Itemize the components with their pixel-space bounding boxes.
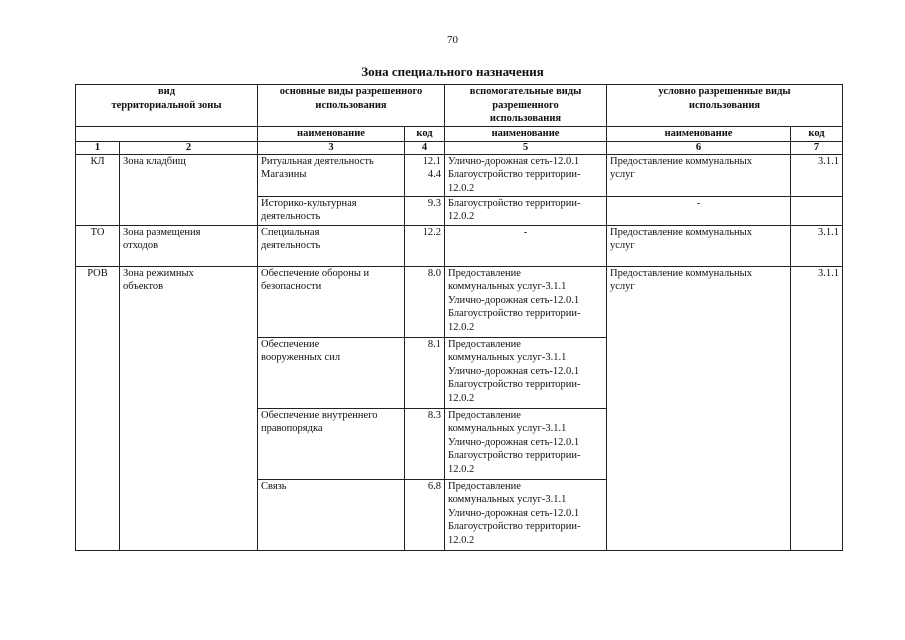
conditional-code: 3.1.1 bbox=[791, 154, 843, 196]
column-number: 3 bbox=[258, 141, 405, 154]
subheader-code: код bbox=[791, 126, 843, 141]
zone-name: Зона размещения отходов bbox=[120, 225, 258, 266]
column-number: 7 bbox=[791, 141, 843, 154]
page-title: Зона специального назначения bbox=[361, 64, 544, 79]
column-number-row bbox=[76, 141, 843, 154]
conditional-code bbox=[791, 196, 843, 225]
aux-uses: Предоставление коммунальных услуг-3.1.1 Улично-дорожная сеть-12.0.1 Благоустройство территории- 12.0.2 bbox=[445, 266, 607, 337]
conditional-use: - bbox=[607, 196, 791, 225]
conditional-use: Предоставление коммунальных услуг bbox=[607, 154, 791, 196]
subheader-name: наименование bbox=[258, 126, 405, 141]
header-conditional-uses: условно разрешенные виды использования bbox=[607, 85, 843, 127]
header-zone-type: вид территориальной зоны bbox=[76, 85, 258, 127]
zone-name: Зона режимных объектов bbox=[120, 266, 258, 550]
conditional-code: 3.1.1 bbox=[791, 225, 843, 266]
header-row bbox=[76, 85, 843, 127]
use-name: Связь bbox=[258, 479, 405, 550]
subheader-code: код bbox=[405, 126, 445, 141]
table-row bbox=[76, 266, 843, 337]
column-number: 2 bbox=[120, 141, 258, 154]
conditional-use: Предоставление коммунальных услуг bbox=[607, 225, 791, 266]
use-code: 9.3 bbox=[405, 196, 445, 225]
subheader-name: наименование bbox=[445, 126, 607, 141]
use-code: 12.2 bbox=[405, 225, 445, 266]
zone-code: КЛ bbox=[76, 154, 120, 225]
header-main-uses: основные виды разрешенного использования bbox=[258, 85, 445, 127]
table-row bbox=[76, 225, 843, 266]
aux-uses: Предоставление коммунальных услуг-3.1.1 Улично-дорожная сеть-12.0.1 Благоустройство территории- 12.0.2 bbox=[445, 337, 607, 408]
use-name: Обеспечение обороны и безопасности bbox=[258, 266, 405, 337]
zone-code: РОВ bbox=[76, 266, 120, 550]
use-code: 8.3 bbox=[405, 408, 445, 479]
aux-uses: Предоставление коммунальных услуг-3.1.1 Улично-дорожная сеть-12.0.1 Благоустройство территории- 12.0.2 bbox=[445, 408, 607, 479]
aux-uses: Предоставление коммунальных услуг-3.1.1 Улично-дорожная сеть-12.0.1 Благоустройство территории- 12.0.2 bbox=[445, 479, 607, 550]
use-code: 12.1 4.4 bbox=[405, 154, 445, 196]
use-code: 6.8 bbox=[405, 479, 445, 550]
column-number: 1 bbox=[76, 141, 120, 154]
conditional-use: Предоставление коммунальных услуг bbox=[607, 266, 791, 550]
zones-table bbox=[75, 84, 843, 551]
use-code: 8.1 bbox=[405, 337, 445, 408]
use-name: Специальная деятельность bbox=[258, 225, 405, 266]
zone-code: ТО bbox=[76, 225, 120, 266]
subheader-name: наименование bbox=[607, 126, 791, 141]
page-number: 70 bbox=[447, 34, 458, 46]
subheader-empty bbox=[76, 126, 258, 141]
column-number: 4 bbox=[405, 141, 445, 154]
header-auxiliary-uses: вспомогательные виды разрешенного использования bbox=[445, 85, 607, 127]
zone-name: Зона кладбищ bbox=[120, 154, 258, 225]
use-name: Обеспечение вооруженных сил bbox=[258, 337, 405, 408]
use-name: Историко-культурная деятельность bbox=[258, 196, 405, 225]
use-name: Ритуальная деятельность Магазины bbox=[258, 154, 405, 196]
table-row bbox=[76, 154, 843, 196]
aux-uses: Благоустройство территории- 12.0.2 bbox=[445, 196, 607, 225]
aux-uses: - bbox=[445, 225, 607, 266]
conditional-code: 3.1.1 bbox=[791, 266, 843, 550]
aux-uses: Улично-дорожная сеть-12.0.1 Благоустройство территории- 12.0.2 bbox=[445, 154, 607, 196]
column-number: 5 bbox=[445, 141, 607, 154]
subheader-row bbox=[76, 126, 843, 141]
use-code: 8.0 bbox=[405, 266, 445, 337]
column-number: 6 bbox=[607, 141, 791, 154]
use-name: Обеспечение внутреннего правопорядка bbox=[258, 408, 405, 479]
